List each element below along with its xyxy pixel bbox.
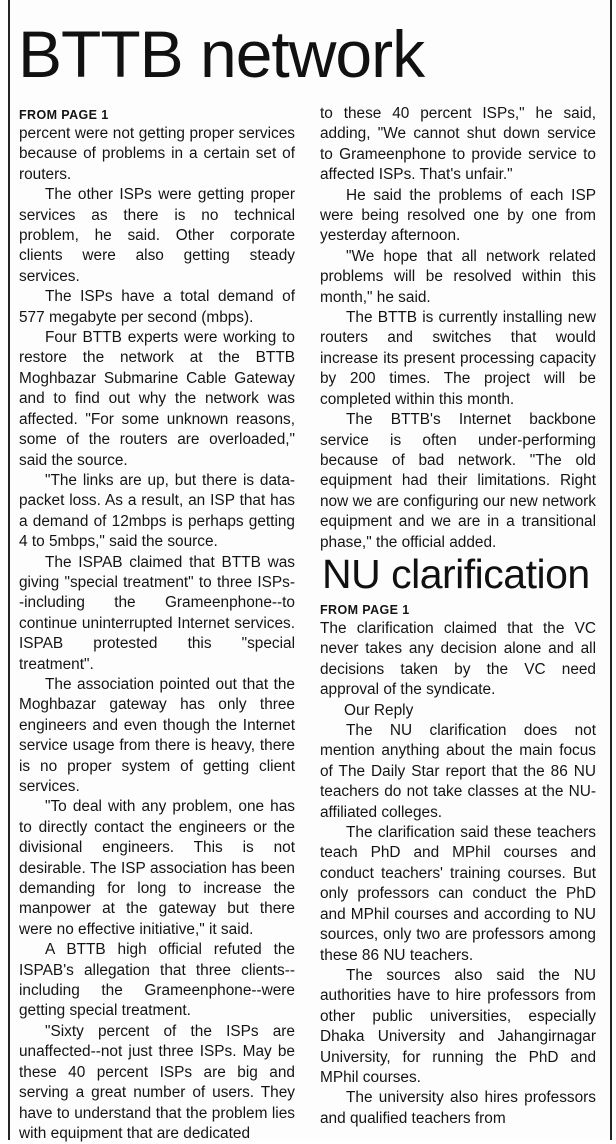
paragraph: The sources also said the NU authorities have to hire professors from other public universities, especially Dhaka University and Jahangirnagar University, for running the PhD and MPhil courses.	[320, 966, 596, 1086]
headline-bttb-network: BTTB network	[18, 17, 425, 91]
jump-label: FROM PAGE 1	[320, 603, 410, 617]
article1-column-1	[19, 106, 295, 1144]
paragraph: The university also hires professors and qualified teachers from	[320, 1089, 596, 1127]
paragraph: The clarification claimed that the VC never takes any decision alone and all decisions taken by the VC need approval of the syndicate.	[320, 620, 596, 699]
paragraph: "To deal with any problem, one has to directly contact the engineers or the divisional engineers. This is not desirable. The ISP association has been demanding for long to increase the manpower at the gateway but there were no effective initiative," it said.	[19, 798, 295, 938]
paragraph: The NU clarification does not mention anything about the main focus of The Daily Star report that the 86 NU teachers do not take classes at the NU-affiliated colleges.	[320, 722, 596, 821]
jump-label: FROM PAGE 1	[19, 108, 109, 122]
paragraph: "We hope that all network related problems will be resolved within this month," he said.	[320, 247, 596, 306]
column-rule-right	[610, 0, 612, 1140]
paragraph: Four BTTB experts were working to restore the network at the BTTB Moghbazar Submarine Cable Gateway and to find out why the network was affected. "For some unknown reasons, some of the routers are overloaded," said the source.	[19, 329, 295, 469]
paragraph: The association pointed out that the Moghbazar gateway has only three engineers and even though the Internet service usage from there is heavy, there is no proper system of getting client services.	[19, 675, 295, 795]
paragraph: The ISPAB claimed that BTTB was giving "special treatment" to three ISPs--including the Grameenphone--to continue uninterrupted Internet services. ISPAB protested this "special treatment".	[19, 553, 295, 673]
paragraph: "Sixty percent of the ISPs are unaffected--not just three ISPs. May be these 40 percent ISPs are big and serving a great number of users. They have to understand that the problem lies with equipment that are dedicated	[19, 1022, 295, 1142]
paragraph: "The links are up, but there is data-packet loss. As a result, an ISP that has a demand of 12mbps is perhaps getting 4 to 5mbps," said the source.	[19, 471, 295, 551]
paragraph: The BTTB's Internet backbone service is often under-performing because of bad network. "The old equipment had their limitations. Right now we are configuring our new network equipment and we are in a transitional phase," the official added.	[320, 411, 596, 551]
paragraph: He said the problems of each ISP were being resolved one by one from yesterday afternoon.	[320, 186, 596, 245]
headline-nu-clarification: NU clarification	[322, 551, 590, 597]
article1-column-2	[320, 104, 596, 553]
paragraph: percent were not getting proper services because of problems in a certain set of routers.	[19, 125, 295, 183]
article2-column	[320, 601, 596, 1129]
paragraph: The BTTB is currently installing new routers and switches that would increase its present processing capacity by 200 times. The project will be completed within this month.	[320, 309, 596, 408]
paragraph: to these 40 percent ISPs," he said, adding, "We cannot shut down service to Grameenphone to provide service to affected ISPs. That's unfair."	[320, 105, 596, 184]
paragraph: The clarification said these teachers teach PhD and MPhil courses and conduct teachers' training courses. But only professors can conduct the PhD and MPhil courses and according to NU sources, only two are professors among these 86 NU teachers.	[320, 824, 596, 964]
our-reply-label: Our Reply	[344, 701, 414, 719]
paragraph: The other ISPs were getting proper services as there is no technical problem, he said. Other corporate clients were also getting steady services.	[19, 186, 295, 285]
paragraph: The ISPs have a total demand of 577 megabyte per second (mbps).	[19, 288, 295, 326]
paragraph: A BTTB high official refuted the ISPAB's allegation that three clients--including the Grameenphone--were getting special treatment.	[19, 941, 295, 1020]
column-rule-left	[8, 0, 10, 1140]
